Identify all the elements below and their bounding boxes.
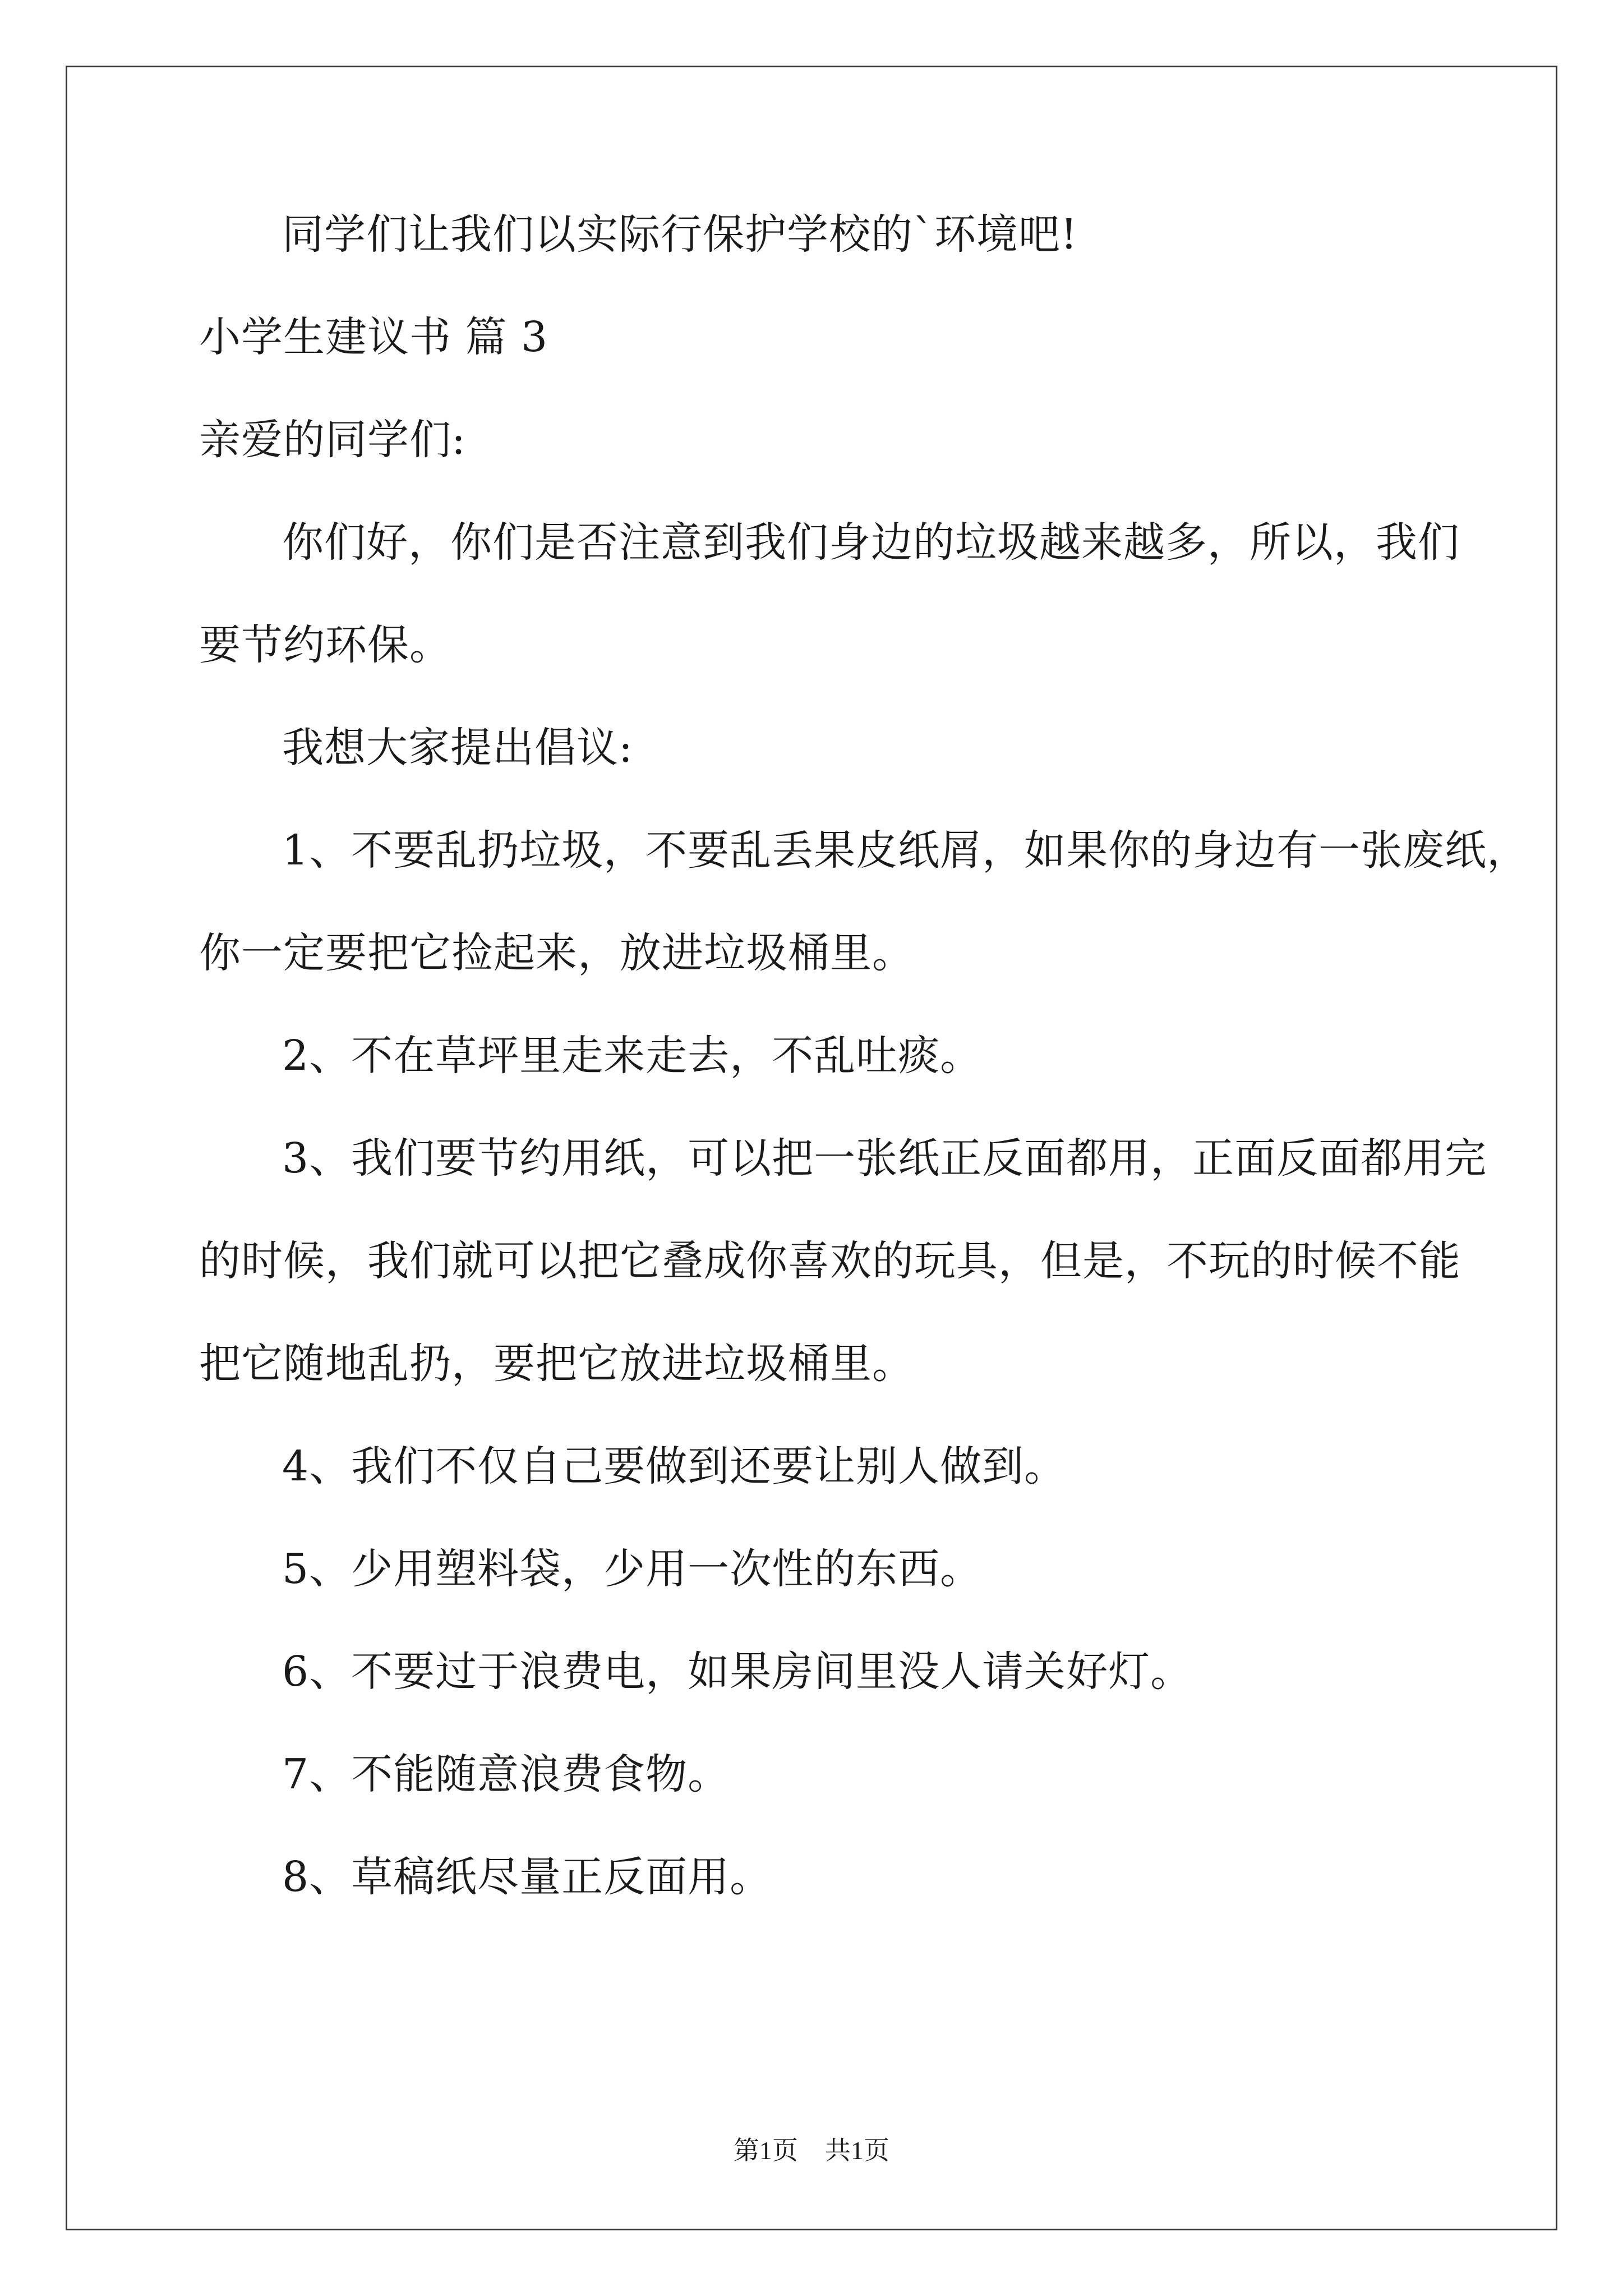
section-heading: 小学生建议书 篇 3 bbox=[199, 313, 548, 361]
list-item-3-cont: 的时候，我们就可以把它叠成你喜欢的玩具，但是，不玩的时候不能 bbox=[199, 1237, 1461, 1285]
list-item-1: 1、不要乱扔垃圾，不要乱丢果皮纸屑，如果你的身边有一张废纸， bbox=[282, 826, 1529, 875]
list-item-3-cont: 把它随地乱扔，要把它放进垃圾桶里。 bbox=[199, 1340, 914, 1388]
closing-sentence: 同学们让我们以实际行保护学校的`环境吧! bbox=[282, 210, 1078, 259]
page-count: 共1页 bbox=[825, 2136, 889, 2165]
list-item-6: 6、不要过于浪费电，如果房间里没人请关好灯。 bbox=[282, 1648, 1193, 1696]
list-item-7: 7、不能随意浪费食物。 bbox=[282, 1750, 730, 1798]
salutation: 亲爱的同学们: bbox=[199, 416, 466, 464]
paragraph-line: 你们好，你们是否注意到我们身边的垃圾越来越多，所以，我们 bbox=[282, 518, 1460, 567]
page-number: 第1页 bbox=[734, 2136, 798, 2165]
list-item-1-cont: 你一定要把它捡起来，放进垃圾桶里。 bbox=[199, 929, 914, 977]
list-item-8: 8、草稿纸尽量正反面用。 bbox=[282, 1853, 772, 1901]
page-footer bbox=[0, 2134, 1623, 2168]
paragraph-line: 要节约环保。 bbox=[199, 621, 451, 669]
list-item-4: 4、我们不仅自己要做到还要让别人做到。 bbox=[282, 1442, 1067, 1490]
paragraph-line: 我想大家提出倡议: bbox=[282, 724, 633, 772]
list-item-3: 3、我们要节约用纸，可以把一张纸正反面都用，正面反面都用完 bbox=[282, 1134, 1487, 1182]
list-item-2: 2、不在草坪里走来走去，不乱吐痰。 bbox=[282, 1032, 983, 1080]
list-item-5: 5、少用塑料袋，少用一次性的东西。 bbox=[282, 1545, 983, 1593]
